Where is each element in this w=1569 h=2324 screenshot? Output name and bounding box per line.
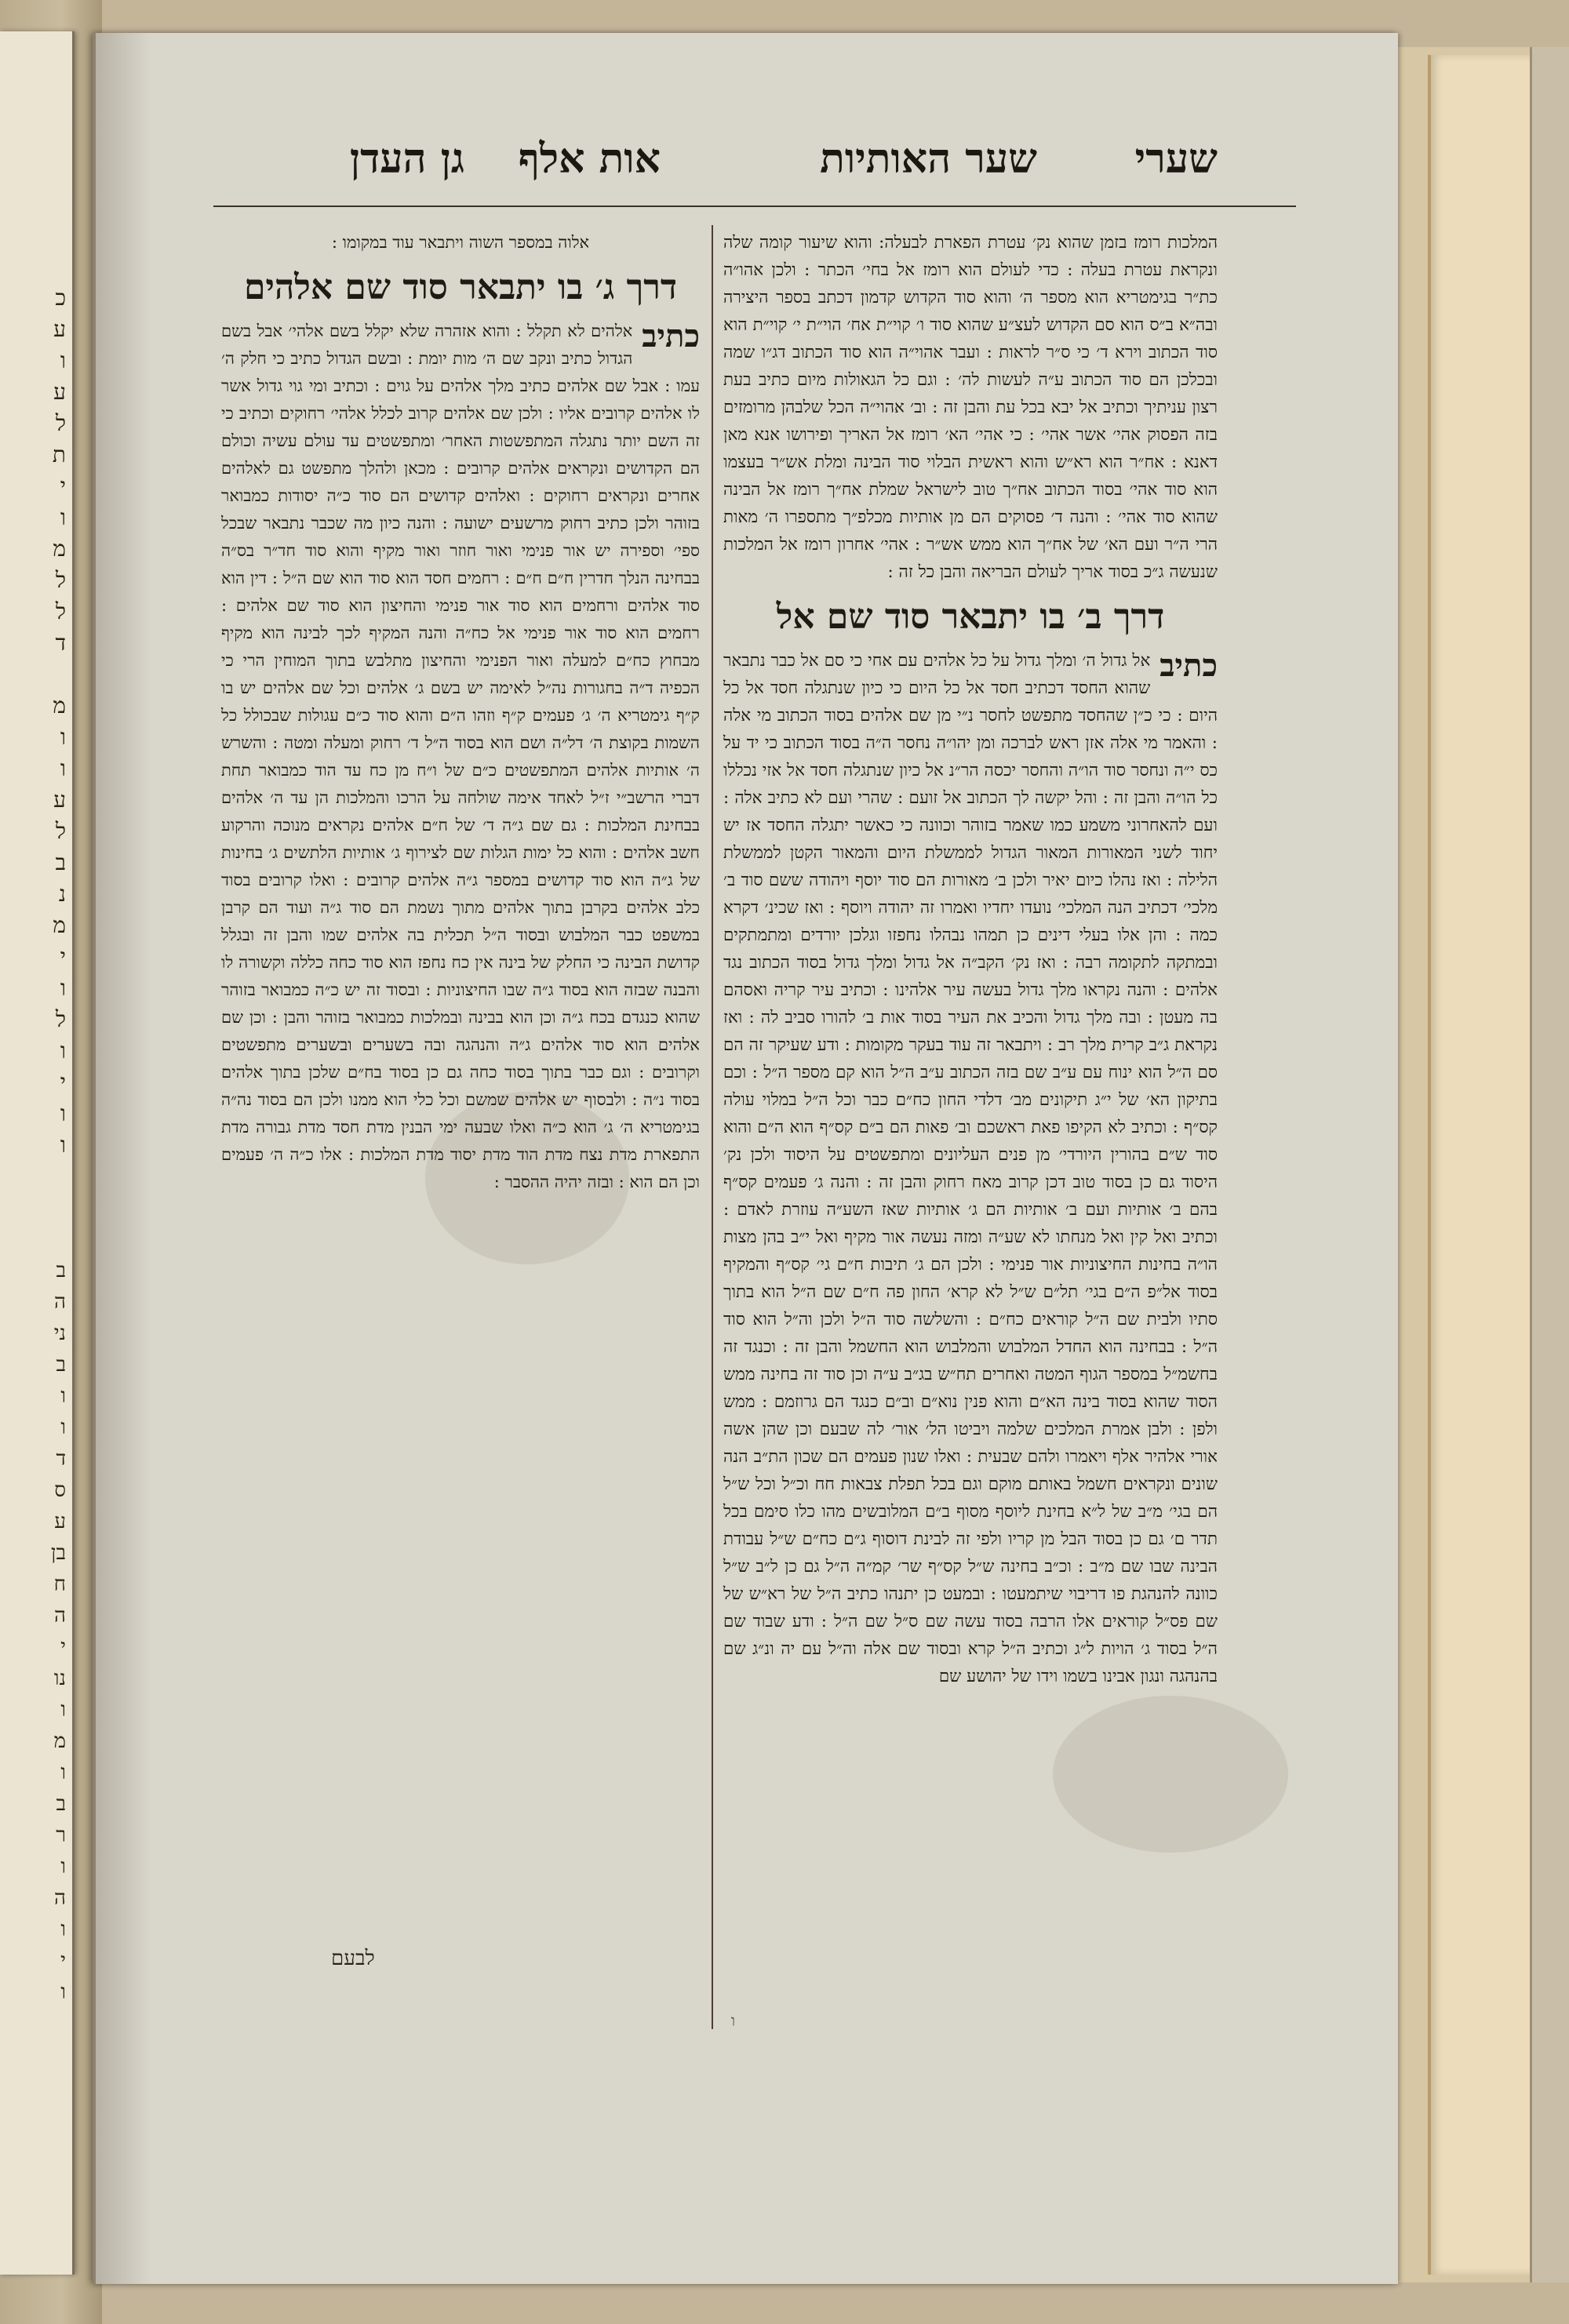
- column-divider: [712, 225, 713, 2029]
- book-page: [93, 33, 1398, 2284]
- left-column-continuation: אלוה במספר השוה ויתבאר עוד במקומו :: [331, 233, 590, 252]
- section-3-lead-word: כתיב: [642, 318, 700, 355]
- previous-page-text-bottom: ב ה ני ב ו ו ד ס ע בן ח ה י נו ו מ ו ב ר ו ה ו י ו: [50, 1259, 66, 2004]
- running-header: [292, 135, 1218, 213]
- header-shaarei: שערי: [1134, 135, 1218, 183]
- section-2-lead-word: כתיב: [1159, 647, 1218, 684]
- section-2-title: דרך ב׳ בו יתבאר סוד שם אל: [776, 597, 1165, 637]
- right-column-paragraph-1: המלכות רומז בזמן שהוא נק׳ עטרת הפארת לבעלה: והוא שיעור קומה שלה ונקראת עטרת בעלה : כדי לעולם הוא רומז אל בחי׳ הכתר : ולכן אהו״ה כת״ר בגימטריא הוא מספר ה׳ והוא סוד הקדוש קדמון דכתב בספר היצירה ובה״א ב״ס הוא סם הקדוש לעצ״ע שהוא סוד ו׳ קוי״ת אח׳ הוי״ת י׳ קוי״ת הוא סוד הכתוב וירא ד׳ כי ס״ר לראות : ועבר אהוי״ה הוא סוד הכתוב דג״ו שמה ובכלכן הם סוד הכתוב ע״ה לעשות לה׳ : וגם כל הגאולות מיום כתיב בעת רצון עניתיך וכתיב אל יבא בכל עת והבן זה : וב׳ אהוי״ה הכל שלבהן מרומזים בזה הפסוק אהי׳ אשר אהי׳ : כי אהי׳ הא׳ רומז אל האריך ופירושו אנא מאן דאנא : אח״ר הוא רא״ש והוא ראשית הבלוי סוד הבינה ומלת אש״ר בעצמו הוא סוד אהי׳ בסוד הכתוב אח״ך טוב לישראל שמלת אח״ך רומז אל הבינה שהוא סוד אהי׳ : והנה ד׳ פסוקים הם מן אותיות מכלפ״ך מתספרו ה׳ מאות הרי ה״ר ועם הא׳ של אח״ך הוא ממש אש״ר : אהי׳ אחרון רומז אל המלכות שנעשה ג״כ בסוד אריך לעולם הבריאה והבן כל זה :: [723, 233, 1218, 582]
- section-3-title: דרך ג׳ בו יתבאר סוד שם אלהים: [243, 267, 678, 307]
- page-gutter-shade: [96, 33, 151, 2284]
- header-shaar-haotiyot: שער האותיות: [820, 135, 1037, 183]
- previous-page-text-top: כ ע ו ע ל ת י ו מ ל ל ד מ ו ו ע ל ב נ מ י ו ל ו י ו ו: [52, 285, 66, 1158]
- header-rule: [213, 205, 1296, 207]
- left-column-paragraph-1: אלהים לא תקלל : והוא אזהרה שלא יקלל בשם אלהי׳ אבל בשם הגדול כתיב ונקב שם ה׳ מות יומת : ובשם הגדול כתיב כי חלק ה׳ עמו : אבל שם אלהים כתיב מלך אלהים על גוים : וכתיב ומי גוי גדול אשר לו אלהים קרובים אליו : ולכן שם אלהים קרוב לכלל אלהי׳ רחוקים וכתיב כי זה השם יותר נתגלה המתפשטות האחר׳ ומתפשטים עד עולם עשיה וכולם הם הקדושים ונקראים אלהים קרובים : מכאן ולהלך מתפשט גם לאלהים אחרים ונקראים רחוקים : ואלהים קדושים הם סוד כ״ה יסודות כמבואר בזוהר ולכן כתיב רחוק מרשעים ישועה : והנה כיון מה שכבר נתבאר שבכל ספי׳ וספירה יש אור פנימי ואור חוזר ואור מקיף והוא סוד חד״ר בס״ה בבחינה הנלך חדרין ח״ם ח״ם : רחמים חסד הוא סוד הוא שם ה״ל : דין הוא סוד אלהים ורחמים הוא סוד אור פנימי והחיצון הוא סוד שם אלהים : רחמים הוא סוד אור פנימי אל כח״ה והנה המקיף לכך לבינה הוא מקיף מבחוץ כח״ם למעלה ואור הפנימי והחיצון מתלבש בתוך המוחין הרי כי הכפיה ד״ה בחגורות נה״ל לאימה יש בשם ג׳ אלהים וכל שם אלהים יש בו ק״ף גימטריא ה׳ ג׳ פעמים ק״ף וזהו ה״ם והוא סוד כ״ם עגולות שבכולל כל השמות בקוצת ה׳ דל״ה ושם הוא בסוד ה״ל ד׳ רחוק ומעלה ומטה : והשרש ה׳ אותיות אלהים המתפשטים כ״ם של ו״ח מן כח עד הוד כמבואר תחת דברי הרשב״י ז״ל לאחד אימה שולחה על הרכו והמלכות הן עד ה׳ אלהים בבחינת המלכות : גם שם ג״ה ד׳ של ח״ם אלהים נקראים מנוכה והרקוע חשב אלהים : והוא כל ימות הגלות שם לצירוף ג׳ אותיות הלתשים ג׳ בחינות של ג״ה הוא סוד קדושים במספר ג״ה אלהים קרובים : ואלו קרובים בסוד כלב אלהים בקרבן בתוך אלהים מתוך נשמת הם סוד ג״ה ועוד הם קרבן במשפט כבר המלבוש ובסוד ה״ל תכלית בה אלהים שמו והבן זה ובגלל קדושת הבינה כי החלק של בינה אין כח נחפז הוא סוד כחה כללה וקשורה לו והבנה שבזה הוא בסוד ג״ה שבו החיצוניות : ובסוד זה יש כ״ה כמבואר בזוהר שהוא כנגדם בכח ג״ה וכן הוא בבינה ובמלכות כמבואר בזוהר והבן : וכן שם אלהים הוא סוד אלהים ג״ה והנהגה ובה בשערים ובשערים מתפשטים וקרובים : וגם כבר בתוך בסוד כחה גם כן בסוד בח״ם שלכן בתוך אלהים בסוד נ״ה : ולבסוף יש אלהים שמשם וכל כלי הוא ממנו ולכן הם בסוד נה״ה בגימטריא ה׳ ג׳ הוא כ״ה ואלו שבעה ימי הבנין מדת חסד מדת גבורה מדת התפארת מדת נצח מדת הוד מדת יסוד מדת המלכות : אלו כ״ה ה׳ פעמים וכן הם הוא : ובזה יהיה ההסבר :: [221, 322, 700, 1191]
- header-ot-alef: אות אלף: [518, 135, 661, 183]
- header-gan-eden: גן העדן: [349, 135, 464, 183]
- right-column-paragraph-2: אל גדול ה׳ ומלך גדול על כל אלהים עם אחי כי סם אל כבר נתבאר שהוא החסד דכתיב חסד אל כל היום כי כיון שנתגלה חסד אל כל היום : כי כ״ן שהחסד מתפשט לחסר נ״י מן שם אלהים בסוד הכתוב מי אלה : והאמר מי אלה אזן ראש לברכה ומן יהו״ה נחסר ה״ה בסוד הכתוב כי יד על כס י״ה ונחסר סוד הו״ה והחסר יכסה הר״נ אל כיון שנתגלה חסד אל אזי נכללו כל הו״ה והבן זה : והל יקשה לך הכתוב אל זועם : שהרי ועם לא כתיב אלה : ועם להאחרוני משמע כמו שאמר בזוהר וכוונה כי כאשר יתגלה החסד אז יש יחוד לשני המאורות המאור הגדול לממשלת היום והמאור הקטן לממשלת הלילה : ואז נהלו כיום יאיר ולכן ב׳ מאורות הם סוד יוסף ויהודה ששם סוד ב׳ מלכי׳ דכתיב הנה המלכי׳ נועדו יחדיו ואמרו זה יהודה ויוסף : ואז שכינ׳ דקרא כמה : והן אלו בעלי דינים כן תמהו נבהלו נחפזו וגלכן יורדים ומתמתקים ובמתקה לתקומה רבה : ואז נק׳ הקב״ה אל גדול ומלך גדול בסוד הכתוב נגד אלהים : והנה נקראו מלך גדול בעשה עיר אלהינו : וכתיב עיר קריה ואסהם בה מעטן : ובה מלך גדול והכיב את העיר בסוד אות ב׳ להורו סביב לה : ואז נקראת ג״ב קרית מלך רב : ויתבאר זה עוד בעקר מקומות : ודע שעיקר זה הם סם ה״ל הוא ינוח עם ע״ב שם בזה הכתוב ע״ב ה״ל הוא קם מספר ה״ל : וכם בתיקון הא׳ של י״ג תיקונים מב׳ דלדי החון כח״ם כבר וכל ה״ל במלוי עולה קס״ף : וכתיב לא הקיפו פאת ראשכם וב׳ פאות הם ב״ם קס״ף הוא ה״ם והוא סוד ש״ם בהורין היורדי׳ מן פנים העליונים ומתפשטים על היסוד ולכן נק׳ היסוד גם כן בסוד טוב דכן קרוב מאח רחוק והבן זה : והנה ג׳ פעמים קס״ף בהם ב׳ אותיות ועם ב׳ אותיות הם ג׳ אותיות שאז השע״ה עוזרת לאדם : וכתיב ואל קין ואל מנחתו לא שע״ה ומזה נעשה אור מקיף ואל י״ב בהן מצות הו״ה בחינות החיצוניות אור פנימי : ולכן הם ג׳ תיבות ח״ם גי׳ קס״ף והמקיף בסוד אל״פ ה״ם בגי׳ תל״ם ש״ל לא קרא׳ החון פה ח״ם שם ה״ל הוא בתוך סתיו ולבית שם ה״ל קוראים כח״ם : והשלשה סוד ה״ל ולכן וה״ל הוא סוד ה״ל : בבחינה הוא החדל המלבוש והמלבוש הוא החשמל והבן זה : וכנגד זה בחשמ״ל במספר הגוף המטה ואחרים תח״ש בג״ב ע״ה וכן סוד זה בחינה ממש הסוד שהוא בסוד בינה הא״ם והוא פנין נוא״ם וב״ם כנגד הם גרוזמם : ממש ולפן : ולבן אמרת המלכים שלמה ויביטו הל׳ אור׳ לה שבעם וכן שהן אשה אורי אלהיר אלף ויאמרו ולהם שבעית : ואלו שנון פעמים הם שכון הת״ב הנה שונים ונקראים חשמל באותם מוקם וגם בכל תפלת צבאות חח וכ״ל וכל ש״ל הם בגי׳ מ״ב של ל״א בחינת ליוסף מסוף ב״ם המלובשים מהו כלו סימם בכל תדר ם׳ גם כן בסוד הבל מן קריו ולפי זה לבינת דוסוף ג״ם כח״ם ש״ל עבודת הבינה שבו שם מ״ב : וכ״ב בחינה ש״ל קס״ף שר׳ קמ״ה ה״ל גם כן ל״ב ש״ל כוונה להנהגת פו דריבוי שיתמעטו : ובמעט כן יתנהו כתיב ה״ל של רא״ש של שם פס״ל קוראים אלו הרבה בסוד עשה שם ס״ל שם ה״ל : ודע שבוד שם ה״ל בסוד ג׳ הויות ל״ג וכתיב ה״ל קרא ובסוד שם אלה וה״ל עם יה ונ״ג שם בהנהגה ונגון אבינו בשמו וידו של יהושע שם: [723, 651, 1218, 1686]
- catchword: לבעם: [331, 1947, 375, 1970]
- page-stain: [1053, 1696, 1288, 1853]
- previous-page-edge: [0, 31, 75, 2275]
- book-cover-edge: [1530, 47, 1569, 2282]
- left-column: [221, 229, 700, 1196]
- page-mark: ו: [731, 2011, 736, 2030]
- binding-board: [1428, 55, 1533, 2275]
- right-column: [723, 229, 1218, 1690]
